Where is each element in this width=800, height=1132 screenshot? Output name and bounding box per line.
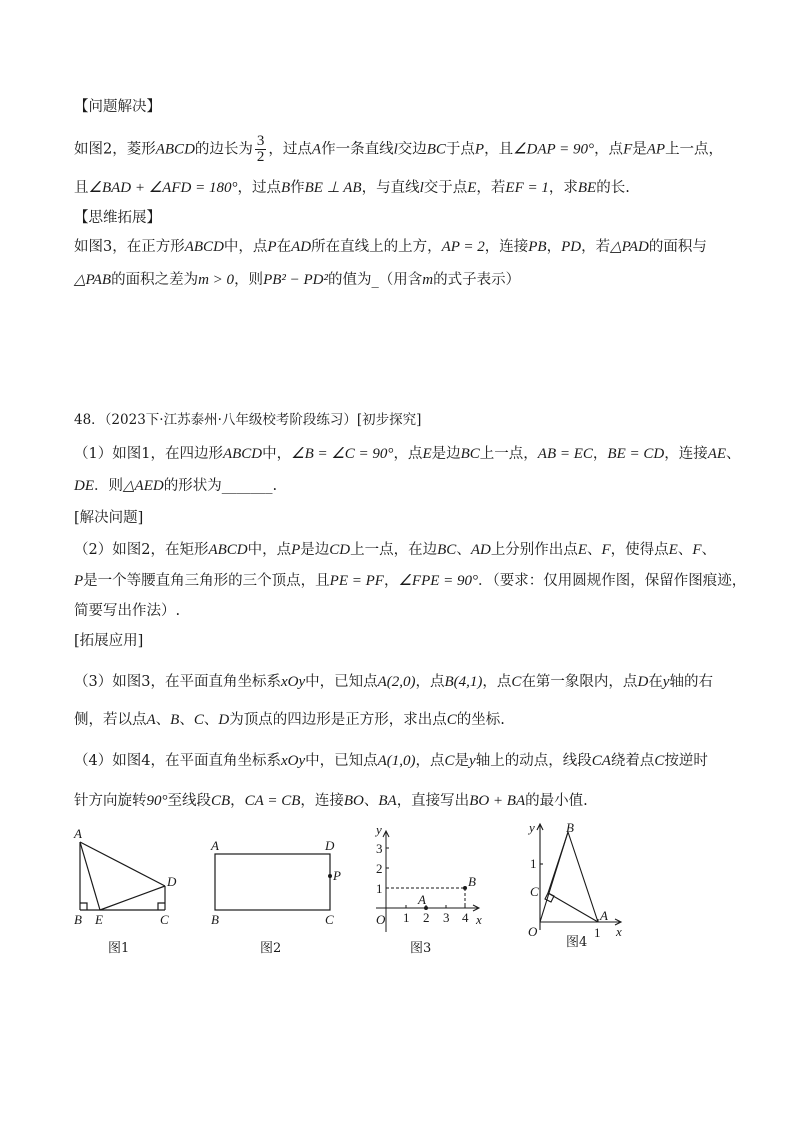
figure-3 bbox=[368, 820, 498, 964]
figure-4 bbox=[518, 820, 638, 964]
fig1-label-C: C bbox=[160, 912, 169, 927]
q48-part2-line3: 简要写出作法）. bbox=[74, 603, 181, 619]
fig3-point-B bbox=[463, 886, 467, 890]
fig4-label-C: C bbox=[530, 884, 539, 899]
fig2-rectangle-ABCD bbox=[215, 854, 330, 910]
fig2-label-D: D bbox=[325, 838, 335, 853]
q48-part1-line1: （1）如图1，在四边形ABCD中，∠B = ∠C = 90°，点E是边BC上一点，AB = EC，BE = CD，连接AE、 bbox=[74, 446, 741, 462]
fig3-tick-label-y3: 3 bbox=[376, 841, 383, 856]
fig4-label-x: x bbox=[616, 924, 622, 939]
fig4-label-y: y bbox=[529, 820, 535, 835]
q48-part2-line2: P是一个等腰直角三角形的三个顶点，且PE = PF，∠FPE = 90°．（要求：仅用圆规作图，保留作图痕迹， bbox=[74, 573, 747, 589]
fig4-label-B: B bbox=[566, 820, 574, 835]
fig4-segment-CB bbox=[548, 832, 568, 893]
fig4-segment-CA bbox=[548, 893, 598, 922]
fig4-segment-BA bbox=[568, 832, 598, 922]
fig1-label-D: D bbox=[167, 874, 177, 889]
question-48-header: 48．（2023下·江苏泰州·八年级校考阶段练习）[初步探究] bbox=[74, 412, 422, 428]
section1-para2: 且∠BAD + ∠AFD = 180°，过点B作BE ⊥ AB，与直线l交于点E，若EF = 1，求BE的长. bbox=[74, 180, 630, 196]
fig3-label-y: y bbox=[376, 822, 382, 837]
fig3-caption: 图3 bbox=[410, 941, 432, 956]
fig1-label-E: E bbox=[95, 912, 103, 927]
fig3-tick-label-x1: 1 bbox=[403, 910, 410, 925]
section2-para1: 如图3，在正方形ABCD中，点P在AD所在直线上的上方，AP = 2，连接PB，PD，若△PAD的面积与 bbox=[74, 239, 707, 255]
section-heading-thinking-extension: 【思维拓展】 bbox=[74, 210, 161, 226]
fig3-label-O: O bbox=[376, 912, 386, 927]
q48-part4-line1: （4）如图4，在平面直角坐标系xOy中，已知点A(1,0)，点C是y轴上的动点，线段CA绕着点C按逆时 bbox=[74, 753, 708, 769]
fig3-label-A: A bbox=[418, 892, 426, 907]
q48-part3-line2: 侧，若以点A、B、C、D为顶点的四边形是正方形，求出点C的坐标. bbox=[74, 712, 505, 728]
q48-subheading-extension: [拓展应用] bbox=[74, 633, 144, 649]
fig4-label-O: O bbox=[528, 924, 538, 939]
fig3-tick-label-x4: 4 bbox=[462, 910, 469, 925]
fig1-label-B: B bbox=[74, 912, 82, 927]
fig2-caption: 图2 bbox=[260, 941, 282, 956]
fig4-label-A: A bbox=[600, 908, 608, 923]
q48-subheading-solve: [解决问题] bbox=[74, 510, 144, 526]
section1-para1: 如图2，菱形ABCD的边长为 $\frac{3}{2}$ ，过点A作一条直线l交边BC于点P，且∠DAP = 90°，点F是AP上一点， bbox=[74, 133, 724, 165]
figure-1 bbox=[70, 820, 190, 964]
q48-part1-line2: DE．则△AED的形状为_______. bbox=[74, 478, 278, 494]
q48-part3-line1: （3）如图3，在平面直角坐标系xOy中，已知点A(2,0)，点B(4,1)，点C在第一象限内，点D在y轴的右 bbox=[74, 674, 713, 690]
q48-part4-line2: 针方向旋转90°至线段CB，CA = CB，连接BO、BA，直接写出BO + BA的最小值. bbox=[74, 793, 588, 809]
fig3-tick-label-x3: 3 bbox=[443, 910, 450, 925]
fraction-three-halves: $\frac{3}{2}$ bbox=[256, 133, 265, 165]
fig4-tick-label-y1: 1 bbox=[530, 856, 537, 871]
q48-part2-line1: （2）如图2，在矩形ABCD中，点P是边CD上一点，在边BC、AD上分别作出点E、F，使得点E、F、 bbox=[74, 542, 716, 558]
fig1-segment-AD bbox=[80, 842, 165, 886]
fig2-point-P bbox=[328, 874, 332, 878]
fig4-tick-label-x1: 1 bbox=[594, 925, 601, 940]
fig2-label-A: A bbox=[211, 838, 219, 853]
fig2-label-B: B bbox=[211, 912, 219, 927]
fig1-segment-DE bbox=[100, 886, 165, 910]
fig4-caption: 图4 bbox=[566, 935, 588, 950]
fig3-label-B: B bbox=[468, 874, 476, 889]
fig1-caption: 图1 bbox=[108, 941, 130, 956]
fig3-label-x: x bbox=[476, 912, 482, 927]
fig1-label-A: A bbox=[74, 826, 82, 841]
fig3-tick-label-y2: 2 bbox=[376, 861, 383, 876]
fig3-tick-label-y1: 1 bbox=[376, 881, 383, 896]
figure-2 bbox=[205, 820, 355, 964]
fig2-label-C: C bbox=[325, 912, 334, 927]
fig3-tick-label-x2: 2 bbox=[423, 910, 430, 925]
fig1-right-angle-C bbox=[158, 903, 165, 910]
fig1-segment-AE bbox=[80, 842, 100, 910]
fig2-label-P: P bbox=[333, 868, 341, 883]
section2-para2: △PAB的面积之差为m > 0，则PB² − PD²的值为_（用含m的式子表示） bbox=[74, 272, 521, 288]
fig1-right-angle-B bbox=[80, 903, 87, 910]
section-heading-problem-solving: 【问题解决】 bbox=[74, 99, 161, 115]
